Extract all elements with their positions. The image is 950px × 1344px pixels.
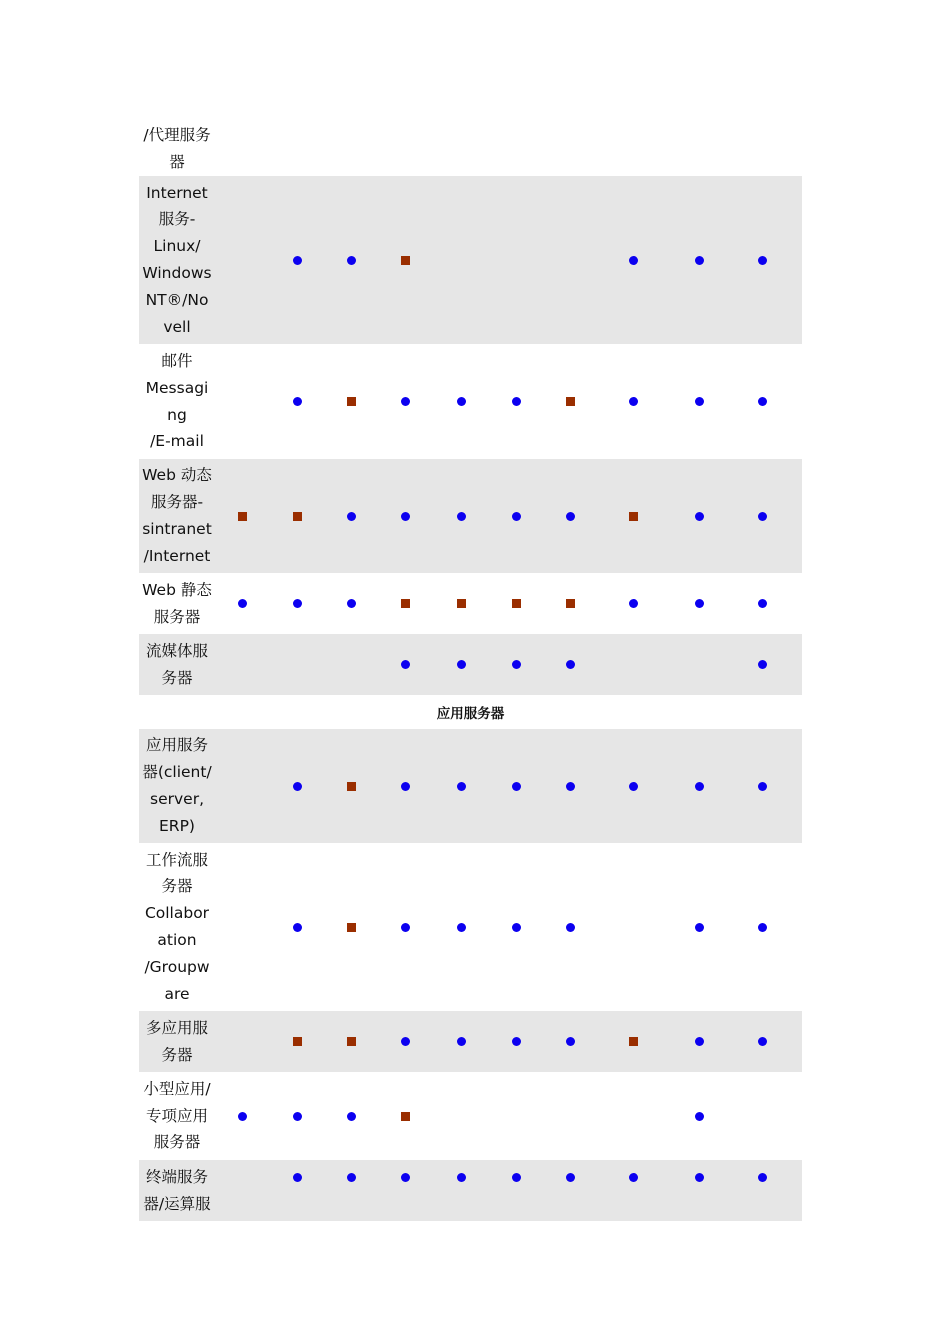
dot-mark-icon: [293, 256, 302, 265]
dot-mark-icon: [293, 1173, 302, 1182]
dot-mark-icon: [758, 660, 767, 669]
square-mark-icon: [629, 1037, 638, 1046]
dot-mark-icon: [293, 397, 302, 406]
row-label: 工作流服 务器 Collabor ation /Groupw are: [144, 850, 210, 1003]
dot-mark-icon: [293, 923, 302, 932]
row-label: /代理服务 器: [143, 126, 211, 171]
square-mark-icon: [347, 397, 356, 406]
dot-mark-icon: [457, 782, 466, 791]
dot-mark-icon: [347, 599, 356, 608]
dot-mark-icon: [629, 1173, 638, 1182]
dot-mark-icon: [695, 397, 704, 406]
row-label: 邮件 Messagi ng /E-mail: [145, 351, 209, 451]
row-label: 小型应用/ 专项应用 服务器: [143, 1079, 211, 1152]
row-label: 应用服务 器(client/ server, ERP): [142, 736, 212, 835]
square-mark-icon: [512, 599, 521, 608]
dot-mark-icon: [566, 782, 575, 791]
row-label-cell: [139, 122, 215, 176]
dot-mark-icon: [758, 1173, 767, 1182]
row-label: Internet 服务- Linux/ Windows NT®/No vell: [142, 183, 212, 336]
dot-mark-icon: [457, 1173, 466, 1182]
dot-mark-icon: [401, 1037, 410, 1046]
dot-mark-icon: [238, 1112, 247, 1121]
dot-mark-icon: [695, 512, 704, 521]
square-mark-icon: [566, 599, 575, 608]
dot-mark-icon: [695, 1112, 704, 1121]
table-row: [139, 634, 802, 695]
dot-mark-icon: [512, 923, 521, 932]
square-mark-icon: [293, 1037, 302, 1046]
square-mark-icon: [347, 1037, 356, 1046]
dot-mark-icon: [566, 923, 575, 932]
table-row: [139, 176, 802, 344]
dot-mark-icon: [566, 660, 575, 669]
table-row: [139, 459, 802, 573]
dot-mark-icon: [457, 512, 466, 521]
square-mark-icon: [347, 923, 356, 932]
table-row: [139, 122, 802, 176]
dot-mark-icon: [347, 1173, 356, 1182]
row-label: Web 静态 服务器: [142, 580, 212, 626]
dot-mark-icon: [457, 397, 466, 406]
row-label-cell: [139, 1011, 215, 1072]
section-title: 应用服务器: [436, 706, 505, 722]
dot-mark-icon: [401, 660, 410, 669]
square-mark-icon: [401, 599, 410, 608]
table-row: [139, 344, 802, 459]
row-label-cell: [139, 344, 215, 459]
square-mark-icon: [457, 599, 466, 608]
square-mark-icon: [238, 512, 247, 521]
row-label: 流媒体服 务器: [145, 641, 208, 687]
dot-mark-icon: [629, 782, 638, 791]
dot-mark-icon: [457, 660, 466, 669]
row-label-cell: [139, 1160, 215, 1221]
dot-mark-icon: [401, 1173, 410, 1182]
dot-mark-icon: [512, 512, 521, 521]
square-mark-icon: [401, 1112, 410, 1121]
row-label-cell: [139, 843, 215, 1011]
dot-mark-icon: [695, 923, 704, 932]
row-label-cell: [139, 573, 215, 634]
dot-mark-icon: [512, 1173, 521, 1182]
dot-mark-icon: [347, 1112, 356, 1121]
dot-mark-icon: [238, 599, 247, 608]
row-label: 多应用服 务器: [145, 1018, 208, 1064]
dot-mark-icon: [293, 782, 302, 791]
table-row: [139, 573, 802, 634]
square-mark-icon: [629, 512, 638, 521]
row-label-cell: [139, 634, 215, 695]
square-mark-icon: [566, 397, 575, 406]
dot-mark-icon: [401, 782, 410, 791]
dot-mark-icon: [457, 1037, 466, 1046]
dot-mark-icon: [512, 397, 521, 406]
dot-mark-icon: [758, 782, 767, 791]
square-mark-icon: [347, 782, 356, 791]
table-row: [139, 1011, 802, 1072]
row-label-cell: [139, 176, 215, 344]
dot-mark-icon: [695, 1037, 704, 1046]
dot-mark-icon: [401, 397, 410, 406]
table-row: [139, 1160, 802, 1221]
row-label-cell: [139, 729, 215, 843]
table-row: [139, 1072, 802, 1160]
dot-mark-icon: [566, 512, 575, 521]
dot-mark-icon: [629, 397, 638, 406]
dot-mark-icon: [629, 256, 638, 265]
dot-mark-icon: [695, 1173, 704, 1182]
dot-mark-icon: [512, 1037, 521, 1046]
dot-mark-icon: [758, 599, 767, 608]
dot-mark-icon: [695, 599, 704, 608]
dot-mark-icon: [512, 782, 521, 791]
dot-mark-icon: [293, 1112, 302, 1121]
square-mark-icon: [293, 512, 302, 521]
dot-mark-icon: [347, 512, 356, 521]
dot-mark-icon: [758, 1037, 767, 1046]
dot-mark-icon: [401, 512, 410, 521]
dot-mark-icon: [758, 256, 767, 265]
dot-mark-icon: [457, 923, 466, 932]
dot-mark-icon: [629, 599, 638, 608]
row-label: 终端服务 器/运算服: [143, 1167, 211, 1213]
dot-mark-icon: [401, 923, 410, 932]
dot-mark-icon: [758, 512, 767, 521]
dot-mark-icon: [293, 599, 302, 608]
server-compatibility-table: [139, 122, 802, 1221]
dot-mark-icon: [758, 923, 767, 932]
dot-mark-icon: [347, 256, 356, 265]
dot-mark-icon: [695, 782, 704, 791]
row-label-cell: [139, 459, 215, 573]
dot-mark-icon: [512, 660, 521, 669]
row-label-cell: [139, 1072, 215, 1160]
table-row: [139, 729, 802, 843]
dot-mark-icon: [758, 397, 767, 406]
table-row: [139, 843, 802, 1011]
dot-mark-icon: [695, 256, 704, 265]
square-mark-icon: [401, 256, 410, 265]
row-label: Web 动态 服务器- sintranet /Internet: [142, 466, 212, 565]
dot-mark-icon: [566, 1037, 575, 1046]
dot-mark-icon: [566, 1173, 575, 1182]
